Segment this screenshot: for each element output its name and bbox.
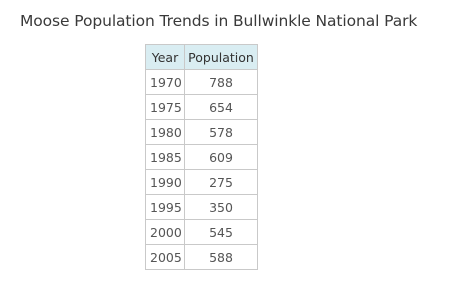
population-table bbox=[145, 44, 258, 270]
population-cell: 275 bbox=[185, 170, 258, 195]
population-cell: 545 bbox=[185, 220, 258, 245]
population-cell: 588 bbox=[185, 245, 258, 270]
table-row bbox=[146, 120, 258, 145]
year-cell: 1970 bbox=[146, 70, 185, 95]
year-cell: 2000 bbox=[146, 220, 185, 245]
table-row bbox=[146, 245, 258, 270]
column-header-population: Population bbox=[185, 45, 258, 70]
population-cell: 654 bbox=[185, 95, 258, 120]
population-cell: 350 bbox=[185, 195, 258, 220]
year-cell: 1995 bbox=[146, 195, 185, 220]
year-cell: 1990 bbox=[146, 170, 185, 195]
year-cell: 2005 bbox=[146, 245, 185, 270]
table-row bbox=[146, 70, 258, 95]
table-row bbox=[146, 220, 258, 245]
chart-title: Moose Population Trends in Bullwinkle National Park bbox=[20, 12, 418, 30]
table-row bbox=[146, 170, 258, 195]
year-cell: 1975 bbox=[146, 95, 185, 120]
table-row bbox=[146, 145, 258, 170]
year-cell: 1985 bbox=[146, 145, 185, 170]
population-cell: 609 bbox=[185, 145, 258, 170]
population-cell: 788 bbox=[185, 70, 258, 95]
table-row bbox=[146, 95, 258, 120]
column-header-year: Year bbox=[146, 45, 185, 70]
table-row bbox=[146, 195, 258, 220]
population-cell: 578 bbox=[185, 120, 258, 145]
year-cell: 1980 bbox=[146, 120, 185, 145]
data-table-container bbox=[145, 44, 258, 270]
table-header-row bbox=[146, 45, 258, 70]
